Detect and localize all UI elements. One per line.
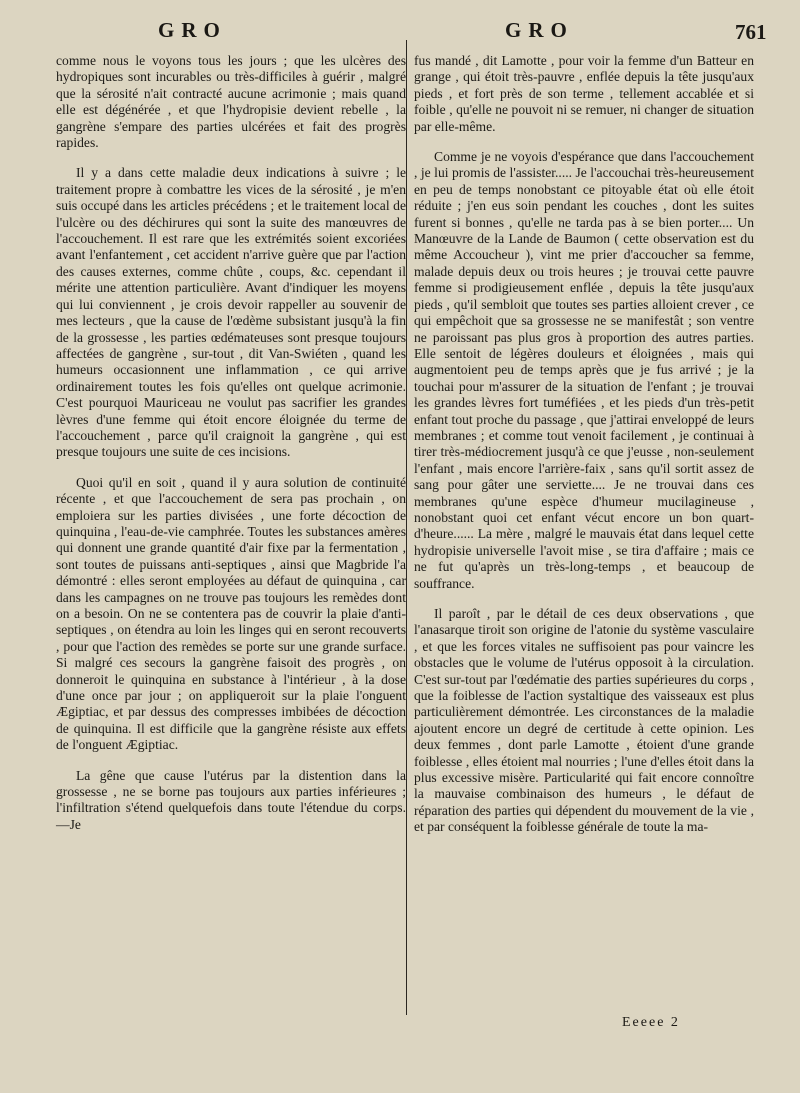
paragraph: Il y a dans cette maladie deux indications à suivre ; le traitement propre à combattre les vices de la sérosité , je m'en suis occupé dans les articles précédens ; et le traitement local de l'ulcère ou des déchirures qui sont la suite des manœuvres de l'accouchement. Il est rare que les extrémités soient excoriées avant l'enfantement , cet accident n'arrive guère que par l'action des causes externes, comme chûte , coups, &c. cependant il mérite une attention particulière. Avant d'indiquer les moyens qui lui conviennent , je crois devoir rappeller au souvenir de mes lecteurs , que la cause de l'œdème subsistant jusqu'à la fin de la grossesse , les parties œdémateuses sont presque toujours affectées de gangrène , sur-tout , dit Van-Swiéten , quand les humeurs occasionnent une inflammation , ce qui arrive ordinairement toutes les fois qu'elles ont quelque acrimonie. C'est pourquoi Mauriceau ne voulut pas sacrifier les grandes lèvres d'une femme qui étoit encore éloignée du terme de l'accouchement , parce qu'il craignoit la gangrène , qui est presque toujours une suite de ces incisions.: [56, 165, 406, 460]
page-header: [0, 18, 800, 48]
left-column: [56, 53, 406, 833]
column-divider: [406, 40, 407, 1015]
page-number: 761: [735, 20, 767, 44]
paragraph: Il paroît , par le détail de ces deux observations , que l'anasarque tiroit son origine de l'atonie du système vasculaire , et que les forces vitales ne suffisoient pas pour vaincre les obstacles que le volume de l'utérus opposoit à la circulation. C'est sur-tout par l'œdématie des parties supérieures du corps , que la foiblesse de l'action systaltique des vaisseaux est plus particulièrement démontrée. Les circonstances de la maladie ajoutent encore un degré de certitude à cette opinion. Les deux femmes , dont parle Lamotte , étoient d'une grande foiblesse , elles étoient mal nourries ; l'une d'elles étoit dans la plus excessive misère. Particularité qui fait encore connoître la mauvaise combinaison des humeurs , le défaut de réparation des parties qui dépendent du mouvement de la vie , et par conséquent la foiblesse générale de toute la ma-: [414, 606, 754, 835]
paragraph: Quoi qu'il en soit , quand il y aura solution de continuité récente , et que l'accouchement de sera pas prochain , on emploiera sur les parties divisées , une forte décoction de quinquina , l'eau-de-vie camphrée. Toutes les substances amères qui donnent une grande quantité d'air fixe par la fermentation , sont toutes de puissans anti-septiques , ainsi que Magbride l'a démontré : elles seront employées au défaut de quinquina , car dans les campagnes on ne trouve pas toujours les remèdes dont on a besoin. On ne se contentera pas de couvrir la plaie d'anti-septiques , on étendra au loin les linges qui en seront recouverts , pour que l'action des remèdes se porte sur une grande surface. Si malgré ces secours la gangrène faisoit des progrès , on donneroit le quinquina en substance à l'intérieur , à la dose d'une once par jour ; on appliqueroit sur la plaie l'onguent Ægiptiac, et par dessus des compresses imbibées de décoction de quinquina. Il est difficile que la gangrène résiste aux effets de l'onguent Ægiptiac.: [56, 474, 406, 753]
running-head-left: GRO: [158, 18, 227, 42]
signature-mark: Eeeee 2: [622, 1015, 680, 1030]
running-head-right: GRO: [505, 18, 574, 42]
paragraph: Comme je ne voyois d'espérance que dans l'accouchement , je lui promis de l'assister..... Je l'accouchai très-heureusement en peu de temps nonobstant ce pitoyable état où elle étoit réduite ; j'en eus soin pendant les couches , dont les suites furent si bonnes , qu'elle ne tarda pas à se bien porter.... Un Manœuvre de la Lande de Baumon ( cette observation est du même Accoucheur ), vint me prier d'accoucher sa femme, malade depuis deux ou trois heures ; je trouvai cette pauvre femme si prodigieusement enflée , depuis la tête jusqu'aux pieds , qu'il sembloit que toutes ses parties alloient crever , ce qui empêchoit que sa grossesse ne se manifestât ; son ventre ne paroissant pas plus gros à proportion des autres parties. Elle sentoit de légères douleurs et éloignées , mais qui augmentoient peu de temps après que je fus arrivé ; je la touchai pour m'assurer de la situation de l'enfant ; je trouvai les grandes lèvres fort tuméfiées , et les pieds d'un très-petit enfant tout proche du passage , que j'attirai enveloppé de leurs membranes ; et comme tout venoit facilement , je continuai à tirer très-médiocrement jusqu'à ce que j'eusse , non-seulement l'enfant , mais encore l'arrière-faix , sans qu'il sortit assez de sang pour gâter une serviette.... Je ne trouvai dans ces membranes qu'une espèce d'humeur mucilagineuse , nonobstant quoi cet enfant vécut encore un bon quart-d'heure...... La mère , malgré le mauvais état dans lequel cette hydropisie universelle l'avoit mise , se tira d'affaire ; mais ce ne fut qu'après un très-long-temps , et beaucoup de souffrance.: [414, 149, 754, 591]
paragraph: La gêne que cause l'utérus par la distention dans la grossesse , ne se borne pas toujours aux parties inférieures ; l'infiltration s'étend quelquefois dans toute l'étendue du corps. —Je: [56, 767, 406, 832]
right-column: [414, 53, 754, 836]
paragraph: comme nous le voyons tous les jours ; que les ulcères des hydropiques sont incurables ou très-difficiles à guérir , malgré que la sérosité n'ait contracté aucune acrimonie ; mais quand elle est dégénérée , et que l'hydropisie devient rebelle , la gangrène s'empare des parties ulcérées et fait des progrès rapides.: [56, 53, 406, 151]
paragraph: fus mandé , dit Lamotte , pour voir la femme d'un Batteur en grange , qui étoit très-pauvre , enflée depuis la tête jusqu'aux pieds , et fort près de son terme , tellement accablée et si foible , qu'elle ne pouvoit ni se remuer, ni changer de situation par elle-même.: [414, 53, 754, 134]
